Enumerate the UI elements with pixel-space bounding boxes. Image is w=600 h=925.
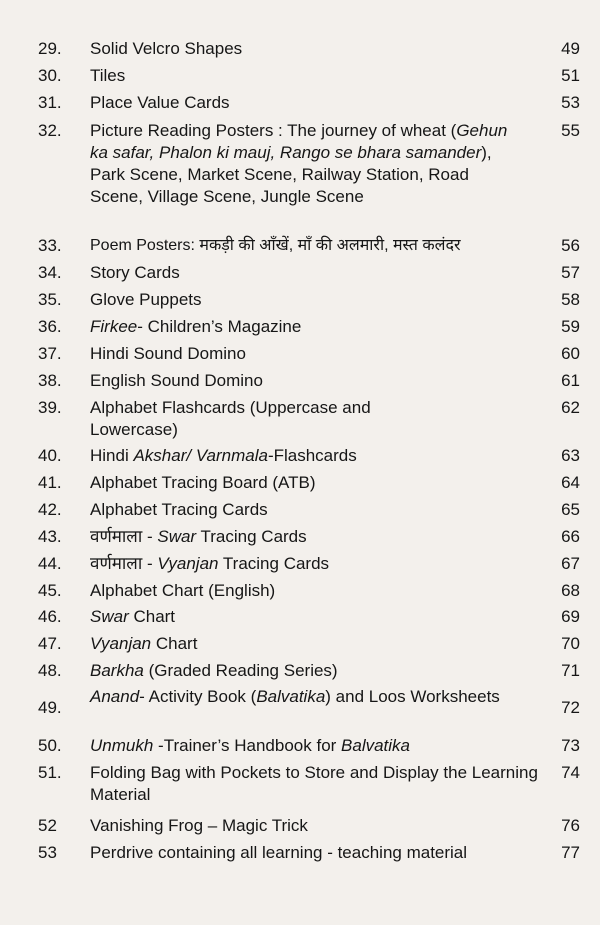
entry-page: 67: [561, 554, 580, 573]
entry-number: 42.: [38, 500, 62, 519]
entry-number: 30.: [38, 66, 62, 85]
entry-page: 72: [561, 698, 580, 717]
entry-title: Tiles: [90, 66, 126, 85]
entry-page: 53: [561, 93, 580, 112]
entry-title: Hindi Akshar/ Varnmala-Flashcards: [90, 446, 357, 465]
entry-page: 66: [561, 527, 580, 546]
entry-title: Alphabet Chart (English): [90, 581, 276, 600]
entry-title: Anand- Activity Book (Balvatika) and Loos Worksheets: [90, 687, 500, 706]
entry-number: 51.: [38, 763, 62, 782]
entry-title: Barkha (Graded Reading Series): [90, 661, 338, 680]
entry-number: 41.: [38, 473, 62, 492]
entry-number: 48.: [38, 661, 62, 680]
entry-number: 32.: [38, 121, 62, 140]
entry-page: 49: [561, 39, 580, 58]
entry-title: Vanishing Frog – Magic Trick: [90, 816, 308, 835]
entry-number: 45.: [38, 581, 62, 600]
entry-page: 51: [561, 66, 580, 85]
entry-number: 31.: [38, 93, 62, 112]
entry-number: 38.: [38, 371, 62, 390]
entry-number: 47.: [38, 634, 62, 653]
entry-title: Folding Bag with Pockets to Store and Display the Learning Material: [90, 763, 538, 804]
entry-page: 57: [561, 263, 580, 282]
entry-title: वर्णमाला - Vyanjan Tracing Cards: [90, 554, 330, 573]
entry-number: 52: [38, 816, 57, 835]
entry-title: Poem Posters: मकड़ी की आँखें, माँ की अलमारी, मस्त कलंदर: [90, 237, 461, 254]
entry-title: Place Value Cards: [90, 93, 230, 112]
entry-title: Alphabet Tracing Cards: [90, 500, 268, 519]
entry-number: 50.: [38, 736, 62, 755]
entry-title: Glove Puppets: [90, 290, 202, 309]
entry-page: 55: [561, 121, 580, 140]
entry-number: 34.: [38, 263, 62, 282]
entry-page: 71: [561, 661, 580, 680]
entry-page: 69: [561, 607, 580, 626]
entry-title: Alphabet Flashcards (Uppercase and Lowercase): [90, 398, 371, 439]
entry-title: English Sound Domino: [90, 371, 263, 390]
entry-page: 74: [561, 763, 580, 782]
entry-number: 44.: [38, 554, 62, 573]
entry-number: 49.: [38, 698, 62, 717]
entry-title: Hindi Sound Domino: [90, 344, 246, 363]
entry-title: Solid Velcro Shapes: [90, 39, 243, 58]
entry-page: 70: [561, 634, 580, 653]
entry-title: Firkee- Children’s Magazine: [90, 317, 302, 336]
entry-number: 29.: [38, 39, 62, 58]
entry-number: 36.: [38, 317, 62, 336]
entry-title: Picture Reading Posters : The journey of wheat (Gehun ka safar, Phalon ki mauj, Rango se bhara samander), Park Scene, Market Scene, Railway Station, Road Scene, Village Scene, Jungle Scene: [90, 121, 508, 206]
entry-title: Swar Chart: [90, 607, 176, 626]
entry-number: 39.: [38, 398, 62, 417]
entry-number: 37.: [38, 344, 62, 363]
entry-page: 62: [561, 398, 580, 417]
entry-title: Vyanjan Chart: [90, 634, 198, 653]
entry-page: 77: [561, 843, 580, 862]
entry-number: 53: [38, 843, 57, 862]
entry-number: 33.: [38, 236, 62, 255]
entry-page: 60: [561, 344, 580, 363]
entry-title: वर्णमाला - Swar Tracing Cards: [90, 527, 307, 546]
entry-page: 58: [561, 290, 580, 309]
entry-page: 65: [561, 500, 580, 519]
entry-title: Unmukh -Trainer’s Handbook for Balvatika: [90, 736, 411, 755]
entry-number: 43.: [38, 527, 62, 546]
entry-page: 56: [561, 236, 580, 255]
entry-page: 63: [561, 446, 580, 465]
entry-number: 35.: [38, 290, 62, 309]
entry-number: 40.: [38, 446, 62, 465]
entry-page: 59: [561, 317, 580, 336]
entry-title: Alphabet Tracing Board (ATB): [90, 473, 316, 492]
entry-page: 64: [561, 473, 580, 492]
entry-page: 76: [561, 816, 580, 835]
entry-page: 68: [561, 581, 580, 600]
entry-page: 61: [561, 371, 580, 390]
entry-title: Perdrive containing all learning - teaching material: [90, 843, 468, 862]
entry-page: 73: [561, 736, 580, 755]
entry-title: Story Cards: [90, 263, 180, 282]
entry-number: 46.: [38, 607, 62, 626]
